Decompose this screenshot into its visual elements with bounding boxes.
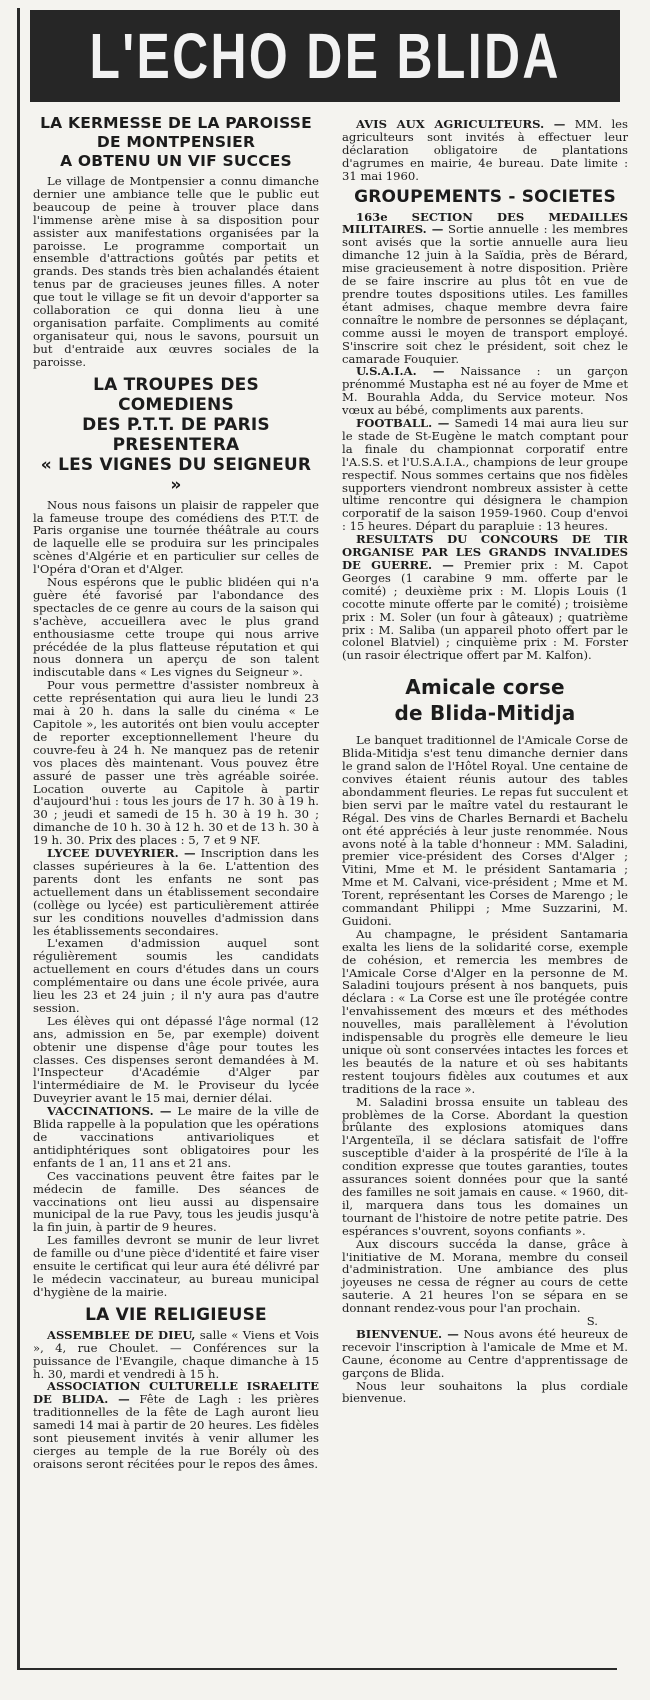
lead-assemblee: ASSEMBLEE DE DIEU, xyxy=(47,1327,196,1342)
headline-comediens: LA TROUPES DES COMEDIENS DES P.T.T. DE PARIS PRESENTERA « LES VIGNES DU SEIGNEUR » xyxy=(40,374,312,495)
left-column xyxy=(33,112,319,1471)
masthead-title: L'ECHO DE BLIDA xyxy=(89,20,561,92)
article-paragraph: M. Saladini brossa ensuite un tableau des problèmes de la Corse. Abordant la question brûlante des explosions atomiques dans l'Argenteïla, il se déclara satisfait de l'offre susceptible d'aider à la prospérité de l'île à la condition expresse que toutes garanties, toutes assurances soient données pour que la santé des familles ne soit jamais en cause. « 1960, dit-il, marquera dans tous les domaines un tournant de l'histoire de notre petite patrie. Des espérances s'ouvrent, soyons confiants ». xyxy=(342,1094,628,1238)
section-groupements xyxy=(342,187,628,663)
lead-bienvenue: BIENVENUE. — xyxy=(356,1326,459,1341)
right-column xyxy=(342,112,628,1405)
article-vaccinations xyxy=(33,1105,319,1299)
article-paragraph: L'examen d'admission auquel sont régulièrement soumis les candidats actuellement en cours d'études dans un cours complémentaire ou dans une école privée, aura lieu les 23 et 24 juin ; il n'y aura pas d'autre session. xyxy=(33,936,319,1015)
article-paragraph: Nous nous faisons un plaisir de rappeler que la fameuse troupe des comédiens des P.T.T. de Paris organise une tournée théâtrale au cours de laquelle elle se produira sur les principales scènes d'Algérie et en particulier sur celles de l'Opéra d'Oran et d'Alger. xyxy=(33,497,319,577)
article-paragraph: U.S.A.I.A. — Naissance : un garçon prénommé Mustapha est né au foyer de Mme et M. Bourahla Adda, du Service moteur. Nos vœux au bébé, compliments aux parents. xyxy=(342,364,629,418)
lead-agriculteurs: AVIS AUX AGRICULTEURS. — xyxy=(356,117,566,131)
article-paragraph: Au champagne, le président Santamaria exalta les liens de la solidarité corse, exemple de cohésion, et remercia les membres de l'Amicale Corse d'Alger en la personne de M. Saladini toujours présent à nos banquets, puis déclara : « La Corse est une île protégée contre l'envahissement des mœurs et des méthodes nouvelles, mais parallèlement à l'évolution indispensable du progrès elle demeure le lieu unique où sont conservées intactes les forces et les beautés de la nature et où ses habitants restent toujours fidèles aux coutumes et aux traditions de la race ». xyxy=(342,926,628,1096)
headline-kermesse: LA KERMESSE DE LA PAROISSE DE MONTPENSIER A OBTENU UN VIF SUCCES xyxy=(40,114,312,170)
lead-tir: RESULTATS DU CONCOURS DE TIR ORGANISE PAR LES GRANDS INVALIDES DE GUERRE. — xyxy=(342,532,628,572)
lead-vaccinations: VACCINATIONS. — xyxy=(47,1104,172,1119)
lead-football: FOOTBALL. — xyxy=(356,416,450,431)
article-vie-religieuse xyxy=(33,1305,319,1471)
article-paragraph: Les familles devront se munir de leur livret de famille ou d'une pièce d'identité et faire viser ensuite le certificat qui leur aura été délivré par le médecin vaccinateur, au bureau municipal d'hygiène de la mairie. xyxy=(33,1233,319,1299)
signature: S. xyxy=(586,1314,598,1329)
article-amicale-corse xyxy=(342,674,628,1328)
masthead xyxy=(30,10,620,102)
article-paragraph: LYCEE DUVEYRIER. — Inscription dans les classes supérieures à la 6e. L'attention des parents dont les enfants ne sont pas actuellement dans un établissement secondaire (collège ou lycée) est particulièrement attirée sur les conditions nouvelles d'admission dans les établissements secondaires. xyxy=(33,846,319,938)
article-comediens xyxy=(33,375,319,847)
article-paragraph: Les élèves qui ont dépassé l'âge normal (12 ans, admission en 5e, par exemple) doivent obtenir une dispense d'âge pour toutes les classes. Ces dispenses seront demandées à M. l'Inspecteur d'Académie d'Alger par l'intermédiaire de M. le Proviseur du lycée Duveyrier avant le 15 mai, dernier délai. xyxy=(33,1013,319,1106)
article-paragraph: 163e SECTION DES MEDAILLES MILITAIRES. — Sortie annuelle : les membres sont avisés que la sortie annuelle aura lieu dimanche 12 juin à la Saïdia, près de Bérard, mise gracieusement à notre disposition. Prière de se faire inscrire au plus tôt en vue de prendre toutes dspositions utiles. Les familles étant admises, chaque membre devra faire connaître le nombre de personnes se déplaçant, comme aussi le moyen de transport employé. S'inscrire soit chez le président, soit chez le camarade Fouquier. xyxy=(342,209,629,366)
lead-lycee: LYCEE DUVEYRIER. — xyxy=(47,846,196,861)
article-paragraph: RESULTATS DU CONCOURS DE TIR ORGANISE PAR LES GRANDS INVALIDES DE GUERRE. — Premier prix : M. Capot Georges (1 carabine 9 mm. offerte par le comité) ; deuxième prix : M. Llopis Louis (1 cocotte minute offerte par le comité) ; troisième prix : M. Soler (un four à gâteaux) ; quatrième prix : M. Saliba (un appareil photo offert par le colonel Blatviel) ; cinquième prix : M. Forster (un rasoir électrique offert par M. Kalfon). xyxy=(342,532,628,663)
headline-amicale-corse: Amicale corse de Blida-Mitidja xyxy=(394,675,576,726)
article-lycee xyxy=(33,847,319,1105)
left-column-rule xyxy=(17,8,20,1668)
article-body: Le village de Montpensier a connu dimanche dernier une ambiance telle que le public eut beaucoup de peine à trouver place dans l'immense arène mise à sa disposition pour assister aux manifestations organisées par la paroisse. Le programme comportait un ensemble d'attractions goûtés par petits et grands. Des stands très bien achalandés étaient tenus par de gracieuses jeunes filles. A noter que tout le village se fit un devoir d'apporter sa collaboration ce qui donna lieu à une organisation parfaite. Compliments au comité organisateur qui, nous le savons, poursuit un but d'entraide aux œuvres sociales de la paroisse. xyxy=(33,174,319,369)
bottom-rule xyxy=(17,1668,617,1670)
article-paragraph: VACCINATIONS. — Le maire de la ville de Blida rappelle à la population que les opérations de vaccinations antivarioliques et antidiphtériques sont obligatoires pour les enfants de 1 an, 11 ans et 21 ans. xyxy=(33,1104,319,1170)
article-paragraph: ASSOCIATION CULTURELLE ISRAELITE DE BLIDA. — Fête de Lagh : les prières traditionnelles de la fête de Lagh auront lieu samedi 14 mai à partir de 20 heures. Les fidèles sont pieusement invités à venir allumer les cierges au temple de la rue Borély où des oraisons seront récitées pour le repos des âmes. xyxy=(33,1379,319,1471)
article-kermesse xyxy=(33,114,319,369)
article-agriculteurs xyxy=(342,118,628,183)
article-paragraph: Aux discours succéda la danse, grâce à l'initiative de M. Morana, membre du conseil d'administration. Une ambiance des plus joyeuses ne cessa de régner au cours de cette sauterie. A 21 heures l'on se sépara en se donnant rendez-vous pour l'an prochain. xyxy=(342,1236,628,1316)
article-paragraph: Pour vous permettre d'assister nombreux à cette représentation qui aura lieu le lundi 23 mai à 20 h. dans la salle du cinéma « Le Capitole », les autorités ont bien voulu accepter de reporter exceptionnellement l'heure du couvre-feu à 24 h. Ne manquez pas de retenir vos places dès maintenant. Vous pouvez être assuré de passer une très agréable soirée. Location ouverte au Capitole à partir d'aujourd'hui : tous les jours de 17 h. 30 à 19 h. 30 ; jeudi et samedi de 15 h. 30 à 19 h. 30 ; dimanche de 10 h. 30 à 12 h. 30 et de 13 h. 30 à 19 h. 30. Prix des places : 5, 7 et 9 NF. xyxy=(33,678,319,848)
article-paragraph: BIENVENUE. — Nous avons été heureux de recevoir l'inscription à l'amicale de Mme et M. Caune, économe au Centre d'apprentissage de garçons de Blida. xyxy=(342,1326,629,1380)
article-paragraph: FOOTBALL. — Samedi 14 mai aura lieu sur le stade de St-Eugène le match comptant pour la finale du championnat corporatif entre l'A.S.S. et l'U.S.A.I.A., champions de leur groupe respectif. Nous sommes certains que nos fidèles supporters viendront nombreux assister à cette ultime rencontre qui désignera le champion corporatif de la saison 1959-1960. Coup d'envoi : 15 heures. Départ du parapluie : 13 heures. xyxy=(342,416,628,534)
article-paragraph: ASSEMBLEE DE DIEU, salle « Viens et Vois », 4, rue Choulet. — Conférences sur la puissance de l'Evangile, chaque dimanche à 15 h. 30, mardi et vendredi à 15 h. xyxy=(33,1327,320,1381)
article-paragraph: Le banquet traditionnel de l'Amicale Corse de Blida-Mitidja s'est tenu dimanche dernier dans le grand salon de l'Hôtel Royal. Une centaine de convives étaient réunis autour des tables abondamment fleuries. Le repas fut succulent et bien servi par le maître vatel du restaurant le Régal. Des vins de Charles Bernardi et Bachelu ont été appréciés à leur juste renommée. Nous avons noté à la table d'honneur : MM. Saladini, premier vice-président des Corses d'Alger ; Vitini, Mme et M. le président Santamaria ; Mme et M. Calvani, vice-président ; Mme et M. Torent, représentant les Corses de Marengo ; le commandant Philippi ; Mme Suzzarini, M. Guidoni. xyxy=(342,733,628,928)
article-paragraph: Nous espérons que le public blidéen qui n'a guère été favorisé par l'abondance des spectacles de ce genre au cours de la saison qui s'achève, accueillera avec le plus grand enthousiasme cette troupe qui nous arrive précédée de la plus flatteuse réputation et qui nous donnera un aperçu de son talent indiscutable dans « Les vignes du Seigneur ». xyxy=(33,575,319,680)
article-bienvenue xyxy=(342,1328,628,1405)
article-paragraph: Nous leur souhaitons la plus cordiale bienvenue. xyxy=(342,1378,628,1406)
article-paragraph: Ces vaccinations peuvent être faites par le médecin de famille. Des séances de vaccinations ont lieu aussi au dispensaire municipal de la rue Pavy, tous les jeudis jusqu'à la fin juin, à partir de 9 heures. xyxy=(33,1168,319,1235)
lead-medailles: 163e SECTION DES MEDAILLES MILITAIRES. — xyxy=(342,209,628,237)
headline-vie-religieuse: LA VIE RELIGIEUSE xyxy=(85,1304,267,1325)
headline-groupements: GROUPEMENTS - SOCIETES xyxy=(354,186,616,207)
lead-association: ASSOCIATION CULTURELLE ISRAELITE DE BLIDA. — xyxy=(33,1379,319,1407)
lead-usaia: U.S.A.I.A. — xyxy=(356,364,445,379)
article-paragraph: AVIS AUX AGRICULTEURS. — MM. les agriculteurs sont invités à effectuer leur déclaration obligatoire de plantations d'agrumes en mairie, 4e bureau. Date limite : 31 mai 1960. xyxy=(342,117,628,183)
